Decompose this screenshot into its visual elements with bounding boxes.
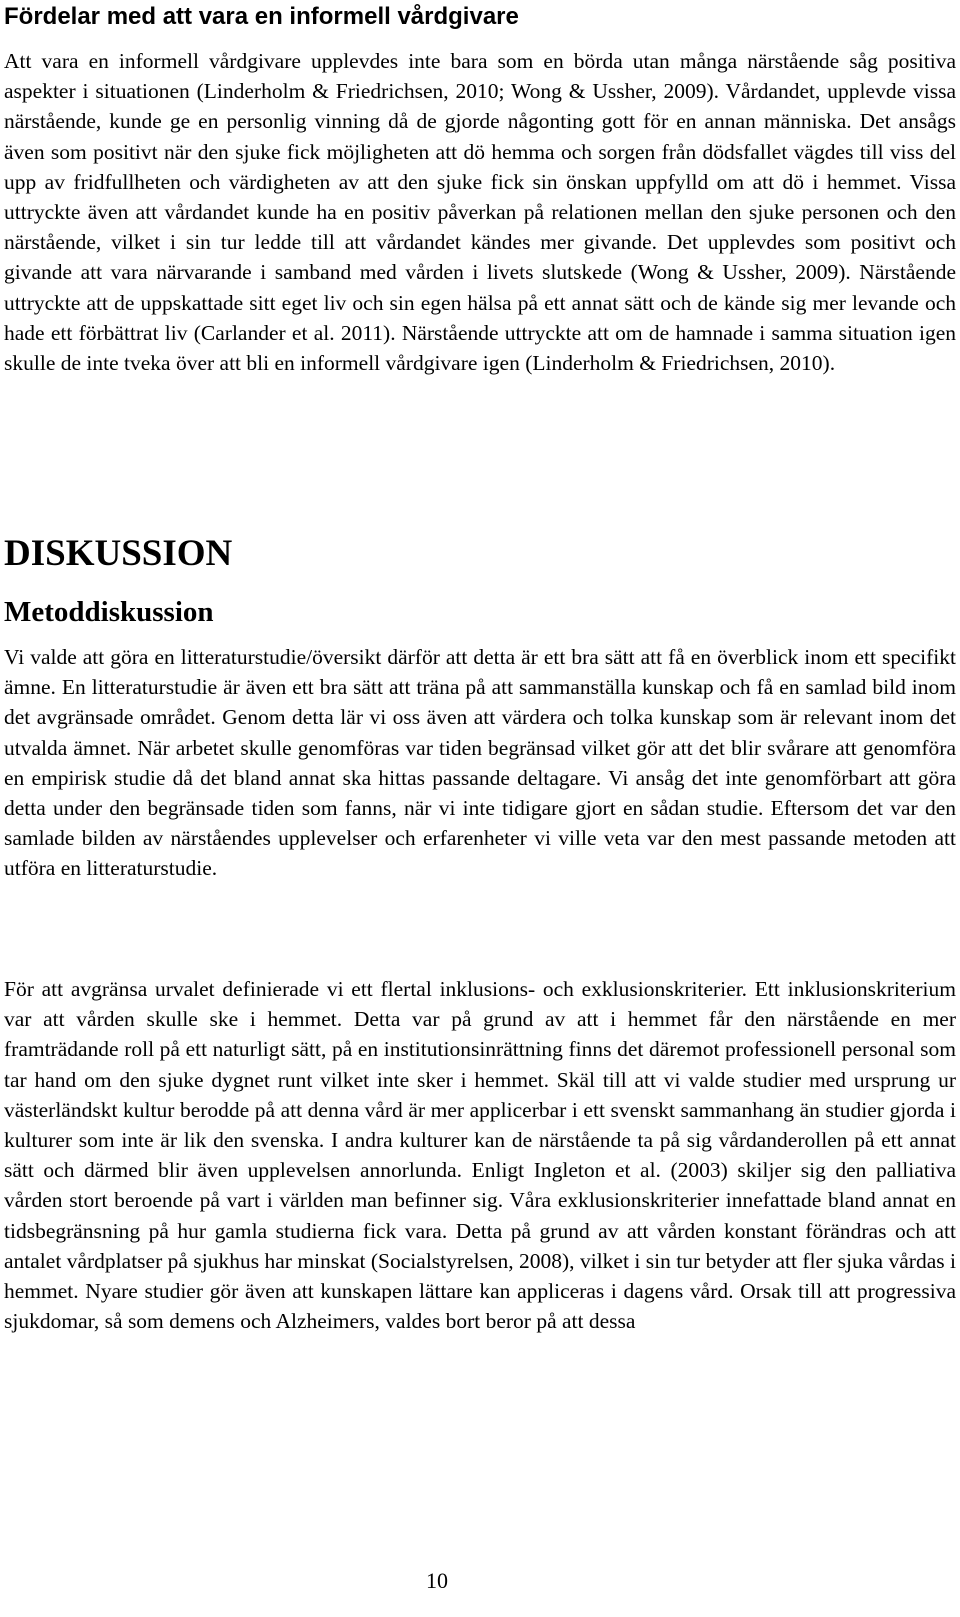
- document-page: [4, 0, 956, 1593]
- subheading: Fördelar med att vara en informell vårdgivare: [4, 3, 519, 30]
- paragraph: Att vara en informell vårdgivare upplevdes inte bara som en börda utan många närstående såg positiva aspekter i situationen (Linderholm & Friedrichsen, 2010; Wong & Ussher, 2009). Vårdandet, upplevde vissa närstående, kunde ge en personlig vinning då de gjorde någonting gott för en annan människa. Det ansågs även som positivt när den sjuke fick möjligheten att dö hemma och sorgen från dödsfallet vägdes till viss del upp av fridfullheten och värdigheten av att den sjuke fick sin önskan uppfylld om att dö i hemmet. Vissa uttryckte även att vårdandet kunde ha en positiv påverkan på relationen mellan den sjuke personen och den närstående, vilket i sin tur ledde till att vårdandet kändes mer givande. Det upplevdes som positivt och givande att vara närvarande i samband med vården i livets slutskede (Wong & Ussher, 2009). Närstående uttryckte att de uppskattade sitt eget liv och sin egen hälsa på ett annat sätt och de kände sig mer levande och hade ett förbättrat liv (Carlander et al. 2011). Närstående uttryckte att om de hamnade i samma situation igen skulle de inte tveka över att bli en informell vårdgivare igen (Linderholm & Friedrichsen, 2010).: [4, 49, 956, 376]
- main-heading: DISKUSSION: [4, 533, 233, 574]
- page-footer: [4, 1568, 956, 1594]
- page-number: 10: [426, 1568, 448, 1593]
- section-heading: Metoddiskussion: [4, 596, 214, 628]
- paragraph: Vi valde att göra en litteraturstudie/översikt därför att detta är ett bra sätt att få en överblick inom ett specifikt ämne. En litteraturstudie är även ett bra sätt att träna på att sammanställa kunskap och få en samlad bild inom det avgränsade området. Genom detta lär vi oss även att värdera och tolka kunskap som är relevant inom det utvalda ämnet. När arbetet skulle genomföras var tiden begränsad vilket gör att det blir svårare att genomföra en empirisk studie då det bland annat ska hittas passande deltagare. Vi ansåg det inte genomförbart att göra detta under den begränsade tiden som fanns, när vi inte tidigare gjort en sådan studie. Eftersom det var den samlade bilden av närståendes upplevelser och erfarenheter vi ville veta var den mest passande metoden att utföra en litteraturstudie.: [4, 645, 956, 881]
- paragraph: För att avgränsa urvalet definierade vi ett flertal inklusions- och exklusionskriterier. Ett inklusionskriterium var att vården skulle ske i hemmet. Detta var på grund av att i hemmet får den närstående en mer framträdande roll på ett naturligt sätt, på en institutionsinrättning finns det däremot professionell personal som tar hand om den sjuke dygnet runt vilket inte sker i hemmet. Skäl till att vi valde studier med ursprung ur västerländskt kultur berodde på att denna vård är mer applicerbar i ett svenskt sammanhang än studier gjorda i kulturer som inte är lik den svenska. I andra kulturer kan de närstående ta på sig vårdanderollen på ett annat sätt och därmed blir även upplevelsen annorlunda. Enligt Ingleton et al. (2003) skiljer sig den palliativa vården stort beroende på vart i världen man befinner sig. Våra exklusionskriterier innefattade bland annat en tidsbegränsning på hur gamla studierna fick vara. Detta på grund av att vården konstant förändras och att antalet vårdplatser på sjukhus har minskat (Socialstyrelsen, 2008), vilket i sin tur betyder att fler sjuka vårdas i hemmet. Nyare studier gör även att kunskapen lättare kan appliceras i dagens vård. Orsak till att progressiva sjukdomar, så som demens och Alzheimers, valdes bort beror på att dessa: [4, 977, 956, 1334]
